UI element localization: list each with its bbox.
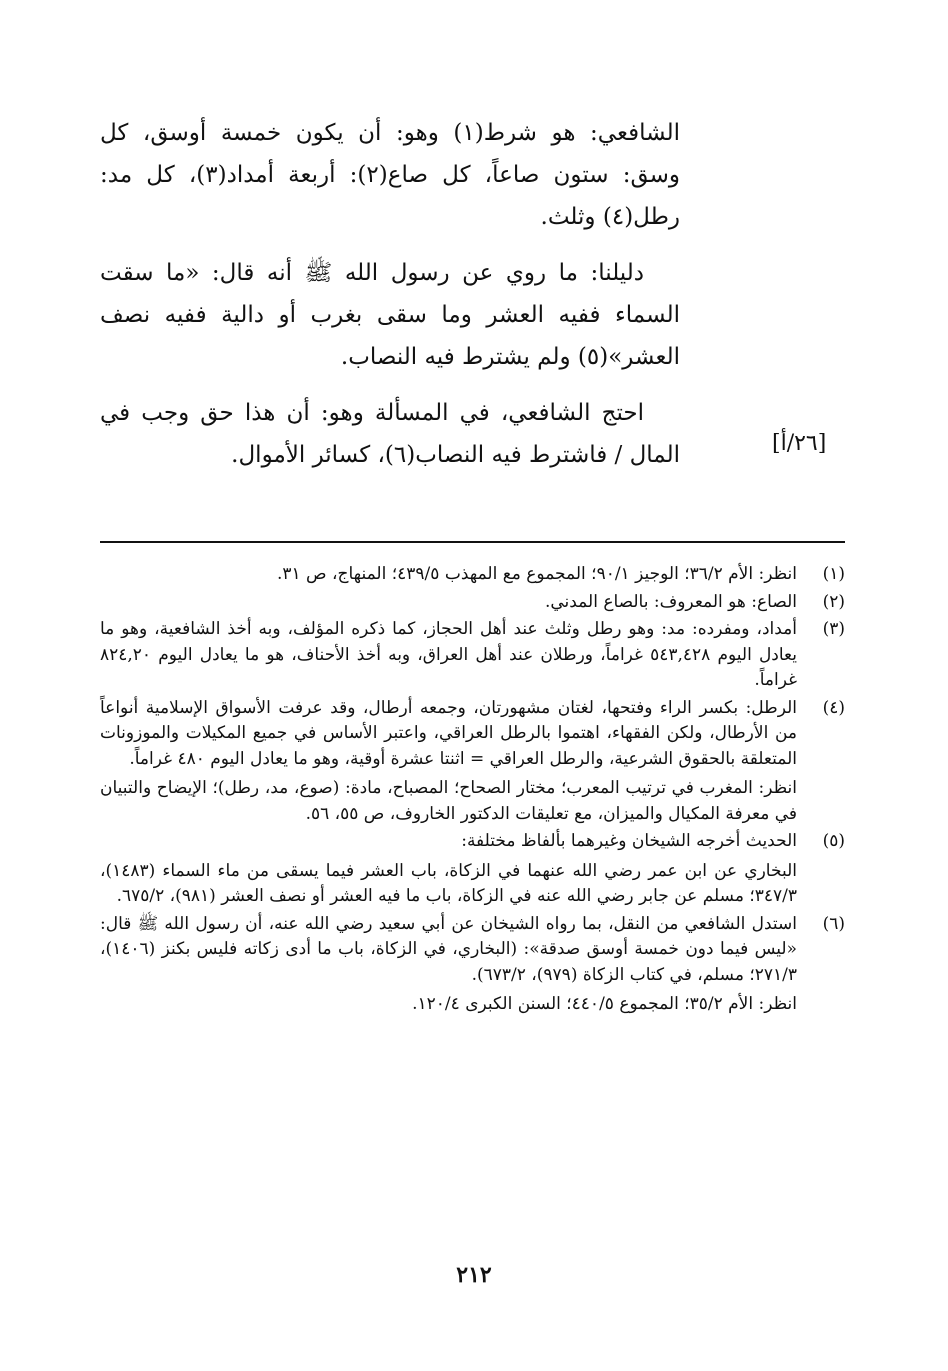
main-paragraph: احتج الشافعي، في المسألة وهو: أن هذا حق وجب في المال / فاشترط فيه النصاب(٦)، كسائر الأموال.: [100, 400, 680, 468]
footnote-number: (٤): [822, 697, 845, 718]
footnote: [100, 696, 845, 828]
page-number: ٢١٢: [456, 1262, 492, 1288]
main-paragraph: الشافعي: هو شرط(١) وهو: أن يكون خمسة أوسق، كل وسق: ستون صاعاً، كل صاع(٢): أربعة أمداد(٣)، كل مد: رطل(٤) وثلث.: [100, 120, 681, 230]
footnotes: [100, 562, 845, 1020]
footnote-number: (١): [822, 564, 845, 584]
footnote: [100, 617, 845, 694]
main-paragraph: دليلنا: ما روي عن رسول الله ﷺ أنه قال: «ما سقت السماء ففيه العشر وما سقى بغرب أو دالية ففيه نصف العشر»(٥) ولم يشترط فيه النصاب.: [100, 260, 680, 370]
footnote-number: (٦): [822, 913, 845, 934]
footnote-body: [100, 829, 797, 910]
main-text: [100, 112, 680, 490]
footnote-number: (٥): [822, 831, 845, 851]
footnote-text: أمداد، ومفرده: مد: وهو رطل وثلث عند أهل الحجاز، كما ذكره المؤلف، وبه أخذ الشافعية، وهو ما يعادل اليوم ٥٤٣,٤٢٨ غراماً، ورطلان عند أهل العراق، وبه أخذ الأحناف، هو ما يعادل اليوم ٨٢٤,٢٠ غراماً.: [100, 619, 797, 690]
footnote-body: [100, 696, 797, 828]
footnote-body: [100, 562, 797, 588]
footnote: [100, 912, 845, 1018]
footnote: [100, 590, 845, 616]
footnote-text: الصاع: هو المعروف: بالصاع المدني.: [544, 591, 797, 612]
footnote-body: [100, 590, 797, 616]
footnote: [100, 562, 845, 588]
manuscript-folio-reference: [٢٦/أ]: [772, 431, 827, 456]
footnote-text: انظر: الأم ٣٦/٢؛ الوجيز ٩٠/١؛ المجموع مع المهذب ٤٣٩/٥؛ المنهاج، ص ٣١.: [276, 564, 797, 584]
footnote-text: الرطل: بكسر الراء وفتحها، لغتان مشهورتان، وجمعه أرطال، وقد عرفت الأسواق الإسلامية أنواعاً من الأرطال، ولكن الفقهاء، اهتموا بالرطل العراقي، واعتبر الأساس في جميع المكيلات والموزونات المتعلقة بالحقوق الشرعية، والرطل العراقي = اثنتا عشرة أوقية، وهو ما يعادل اليوم ٤٨٠ غراماً.: [100, 697, 797, 769]
footnote-text: الحديث أخرجه الشيخان وغيرهما بألفاظ مختلفة:: [461, 831, 797, 851]
footnote-body: [100, 912, 797, 1018]
footnote-number: (٣): [822, 619, 845, 639]
footnote-text: انظر: الأم ٣٥/٢؛ المجموع ٤٤٠/٥؛ السنن الكبرى ١٢٠/٤.: [412, 994, 797, 1014]
footnote-number: (٢): [822, 591, 845, 612]
footnote-text: انظر: المغرب في ترتيب المعرب؛ مختار الصحاح؛ المصباح، مادة: (صوع، مد، رطل)؛ الإيضاح والتبيان في معرفة المكيال والميزان، مع تعليقات الدكتور الخاروف، ص ٥٥، ٥٦.: [100, 778, 797, 824]
footnote-body: [100, 617, 797, 694]
footnote-text: البخاري عن ابن عمر رضي الله عنهما في الزكاة، باب العشر فيما يسقى من ماء السماء (١٤٨٣)، ٣٤٧/٣؛ مسلم عن جابر رضي الله عنه في الزكاة، باب ما فيه العشر أو نصف العشر (٩٨١)، ٦٧٥/٢.: [100, 860, 797, 906]
footnote-text: استدل الشافعي من النقل، بما رواه الشيخان عن أبي سعيد رضي الله عنه، أن رسول الله ﷺ قال: «ليس فيما دون خمسة أوسق صدقة»: (البخاري، في الزكاة، باب ما أدى زكاته فليس بكنز (١٤٠٦)، ٢٧١/٣؛ مسلم، في كتاب الزكاة (٩٧٩)، ٦٧٣/٢).: [100, 913, 797, 985]
footnote: [100, 829, 845, 910]
footnote-separator: [100, 541, 845, 543]
